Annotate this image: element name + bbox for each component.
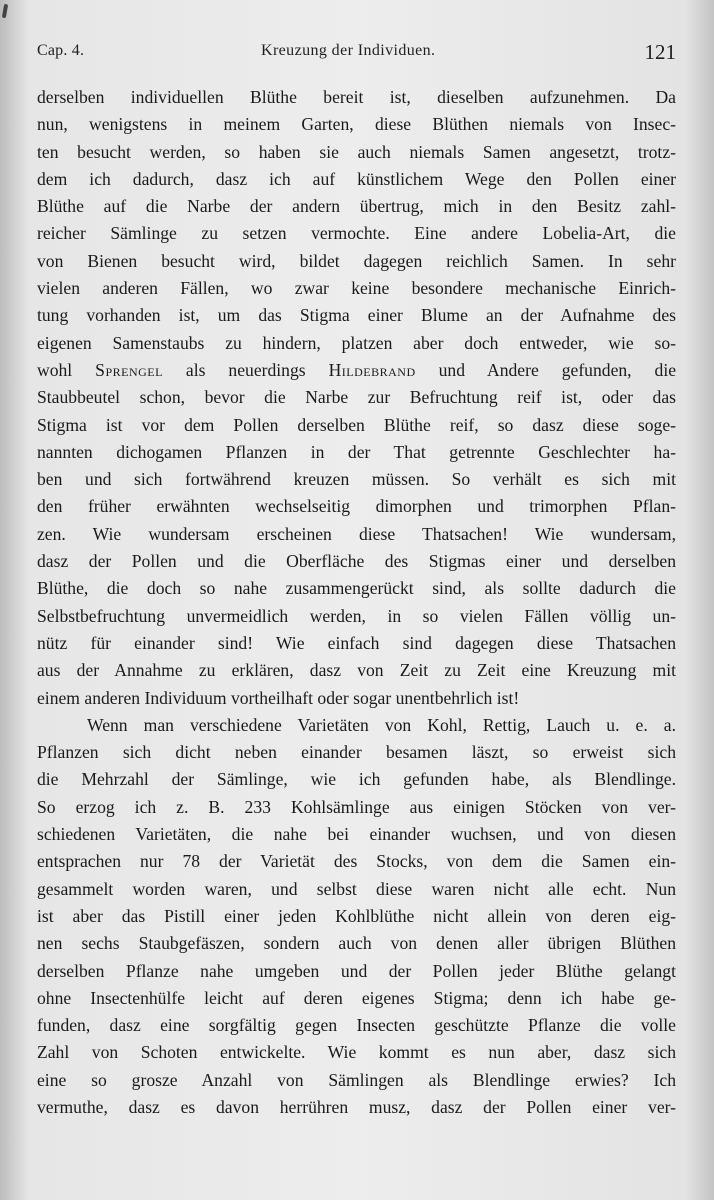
chapter-label: Cap. 4. xyxy=(37,42,85,59)
text-line: derselben Pflanze nahe umgeben und der Pollen jeder Blüthe gelangt xyxy=(37,960,676,981)
author-name-hildebrand: Hildebrand xyxy=(328,359,416,380)
text-line: Zahl von Schoten entwickelte. Wie kommt es nun aber, dasz sich xyxy=(37,1042,676,1063)
author-name-sprengel: Sprengel xyxy=(95,359,163,380)
text-line: ben und sich fortwährend kreuzen müssen. So verhält es sich mit xyxy=(37,469,676,490)
page-number: 121 xyxy=(644,40,676,64)
running-title: Kreuzung der Individuen. xyxy=(261,42,436,59)
text-line: nütz für einander sind! Wie einfach sind dagegen diese Thatsachen xyxy=(37,632,676,653)
text-line: Blüthe, die doch so nahe zusammengerückt sind, als sollte dadurch die xyxy=(37,578,676,599)
text-line: eine so grosze Anzahl von Sämlingen als Blendlinge erwies? Ich xyxy=(37,1069,676,1090)
text-line: ten besucht werden, so haben sie auch niemals Samen angesetzt, trotz- xyxy=(37,141,676,162)
text-line xyxy=(37,357,676,384)
text-line: nannten dichogamen Pflanzen in der That getrennte Geschlechter ha- xyxy=(37,441,676,462)
text-line: reicher Sämlinge zu setzen vermochte. Eine andere Lobelia-Art, die xyxy=(37,223,676,244)
text-line: aus der Annahme zu erklären, dasz von Zeit zu Zeit eine Kreuzung mit xyxy=(37,660,676,681)
text-line: zen. Wie wundersam erscheinen diese Thatsachen! Wie wundersam, xyxy=(37,523,676,544)
text-line: einem anderen Individuum vortheilhaft oder sogar unentbehrlich ist! xyxy=(37,687,520,708)
text-fragment: und Andere gefunden, die xyxy=(438,359,676,380)
text-line: nen sechs Staubgefäszen, sondern auch von denen aller übrigen Blüthen xyxy=(37,933,676,954)
text-line: Selbstbefruchtung unvermeidlich werden, in so vielen Fällen völlig un- xyxy=(37,605,676,626)
text-line: von Bienen besucht wird, bildet dagegen reichlich Samen. In sehr xyxy=(37,250,676,271)
text-line: derselben individuellen Blüthe bereit ist, dieselben aufzunehmen. Da xyxy=(37,87,676,107)
text-line: eigenen Samenstaubs zu hindern, platzen aber doch entweder, wie so- xyxy=(37,332,676,353)
text-line: Wenn man verschiedene Varietäten von Kohl, Rettig, Lauch u. e. a. xyxy=(87,714,676,735)
text-line: schiedenen Varietäten, die nahe bei einander wuchsen, und von diesen xyxy=(37,824,676,845)
text-line: dasz der Pollen und die Oberfläche des Stigmas einer und derselben xyxy=(37,551,676,572)
text-fragment: wohl xyxy=(37,359,73,380)
margin-mark xyxy=(2,4,8,18)
text-line: So erzog ich z. B. 233 Kohlsämlinge aus einigen Stöcken von ver- xyxy=(37,796,676,817)
text-line: den früher erwähnten wechselseitig dimorphen und trimorphen Pflan- xyxy=(37,496,676,517)
text-line: die Mehrzahl der Sämlinge, wie ich gefunden habe, als Blendlinge. xyxy=(37,769,676,790)
text-line: Stigma ist vor dem Pollen derselben Blüthe reif, so dasz diese soge- xyxy=(37,414,676,435)
text-line: gesammelt worden waren, und selbst diese waren nicht alle echt. Nun xyxy=(37,878,676,899)
body-text xyxy=(37,84,676,1121)
text-line: ohne Insectenhülfe leicht auf deren eigenes Stigma; denn ich habe ge- xyxy=(37,987,676,1008)
text-line: nun, wenigstens in meinem Garten, diese Blüthen niemals von Insec- xyxy=(37,114,676,135)
text-line: Staubbeutel schon, bevor die Narbe zur Befruchtung reif ist, oder das xyxy=(37,387,676,408)
running-header xyxy=(37,40,676,66)
text-line: tung vorhanden ist, um das Stigma einer Blume an der Aufnahme des xyxy=(37,305,676,326)
text-line: vielen anderen Fällen, wo zwar keine besondere mechanische Einrich- xyxy=(37,278,676,299)
text-line: Pflanzen sich dicht neben einander besamen läszt, so erweist sich xyxy=(37,742,676,763)
text-line: entsprachen nur 78 der Varietät des Stocks, von dem die Samen ein- xyxy=(37,851,676,872)
text-line: Blüthe auf die Narbe der andern übertrug, mich in den Besitz zahl- xyxy=(37,196,676,217)
text-line: dem ich dadurch, dasz ich auf künstlichem Wege den Pollen einer xyxy=(37,168,676,189)
text-line: funden, dasz eine sorgfältig gegen Insecten geschützte Pflanze die volle xyxy=(37,1015,676,1036)
text-line: vermuthe, dasz es davon herrühren musz, dasz der Pollen einer ver- xyxy=(37,1096,676,1117)
text-fragment: als neuerdings xyxy=(185,359,306,380)
text-line: ist aber das Pistill einer jeden Kohlblüthe nicht allein von deren eig- xyxy=(37,905,676,926)
